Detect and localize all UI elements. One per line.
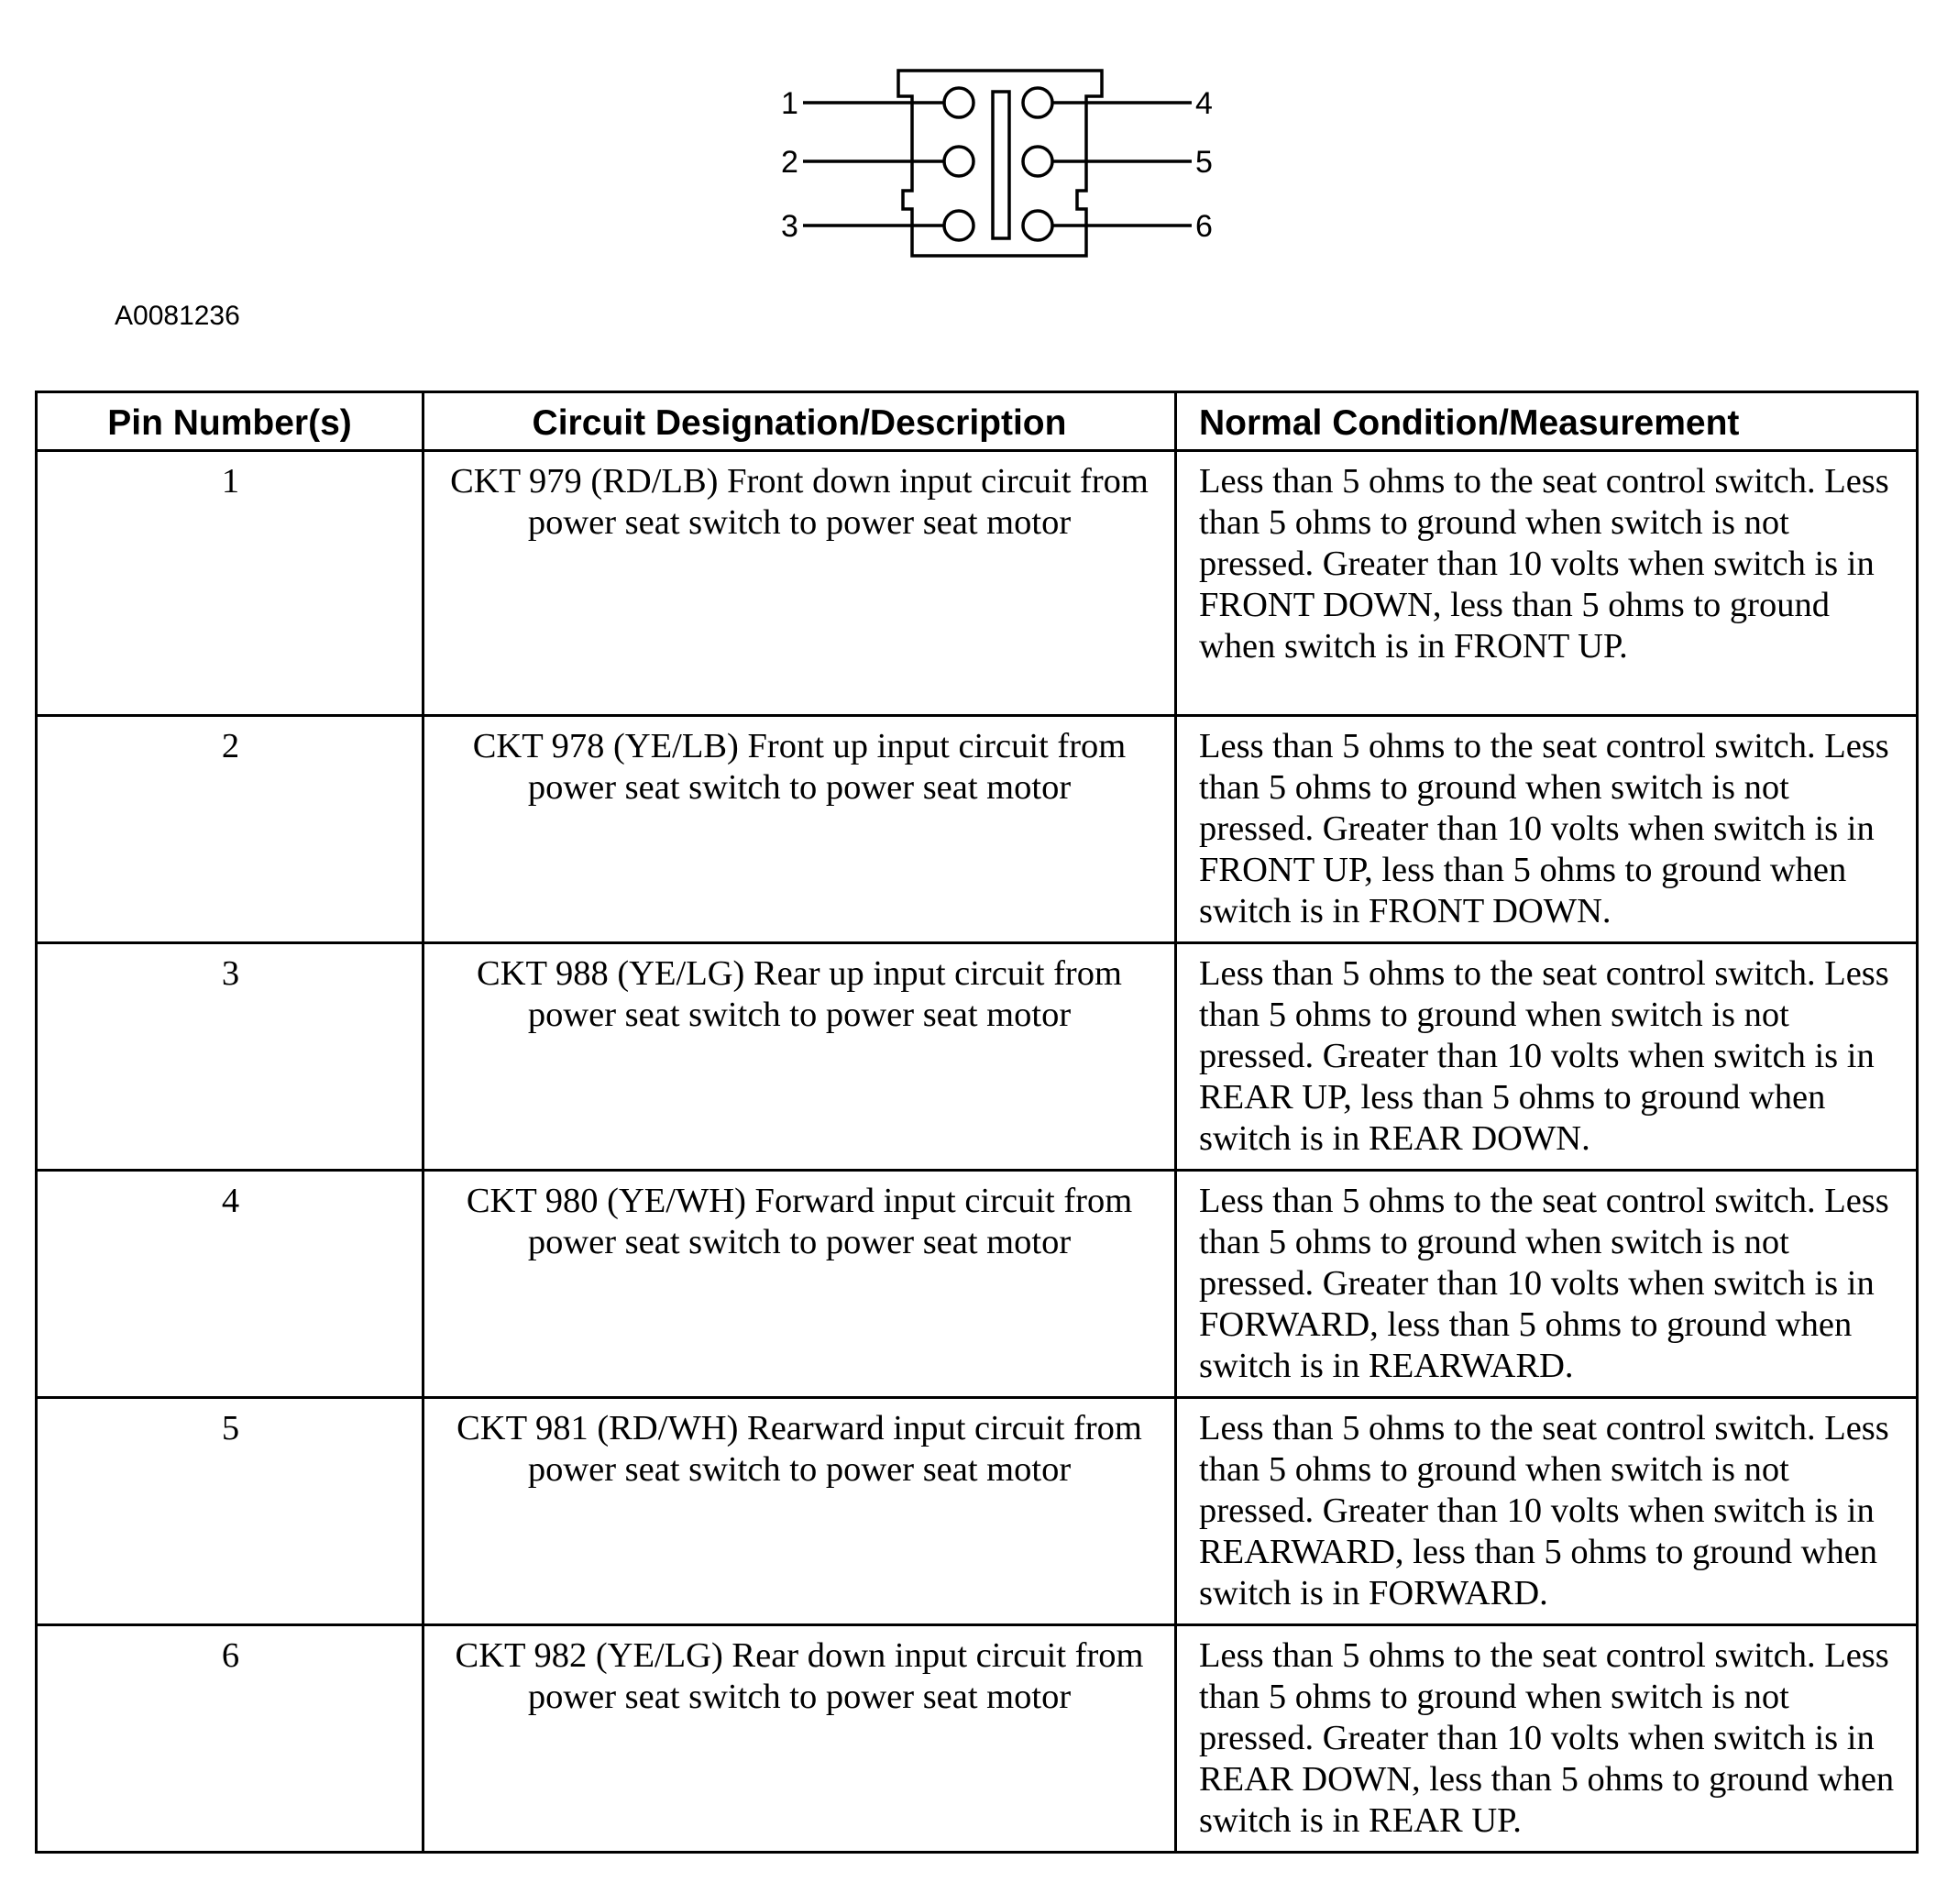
header-circuit-description: Circuit Designation/Description	[424, 392, 1176, 451]
circuit-description-cell: CKT 982 (YE/LG) Rear down input circuit from power seat switch to power seat motor	[424, 1625, 1176, 1853]
pin-number-cell: 2	[37, 716, 424, 943]
pin-label-1: 1	[781, 86, 798, 121]
pin-circle-6	[1023, 211, 1052, 240]
pin-number-cell: 6	[37, 1625, 424, 1853]
header-normal-condition: Normal Condition/Measurement	[1176, 392, 1918, 451]
pin-circle-3	[944, 211, 974, 240]
pin-label-4: 4	[1195, 86, 1213, 121]
table-row	[37, 943, 1918, 1171]
table-header-row	[37, 392, 1918, 451]
measurement-cell: Less than 5 ohms to the seat control switch. Less than 5 ohms to ground when switch is not pressed. Greater than 10 volts when switch is in REAR DOWN, less than 5 ohms to ground when switch is in REAR UP.	[1176, 1625, 1918, 1853]
table-row	[37, 451, 1918, 716]
connector-face-diagram	[752, 55, 1247, 275]
measurement-cell: Less than 5 ohms to the seat control switch. Less than 5 ohms to ground when switch is not pressed. Greater than 10 volts when switch is in REARWARD, less than 5 ohms to ground when switch is in FORWARD.	[1176, 1398, 1918, 1625]
measurement-cell: Less than 5 ohms to the seat control switch. Less than 5 ohms to ground when switch is not pressed. Greater than 10 volts when switch is in FORWARD, less than 5 ohms to ground when switch is in REARWARD.	[1176, 1171, 1918, 1398]
pin-label-5: 5	[1195, 145, 1213, 180]
pin-circle-1	[944, 88, 974, 117]
circuit-description-cell: CKT 981 (RD/WH) Rearward input circuit from power seat switch to power seat motor	[424, 1398, 1176, 1625]
table-row	[37, 1625, 1918, 1853]
measurement-cell: Less than 5 ohms to the seat control switch. Less than 5 ohms to ground when switch is not pressed. Greater than 10 volts when switch is in REAR UP, less than 5 ohms to ground when switch is in REAR DOWN.	[1176, 943, 1918, 1171]
pin-label-6: 6	[1195, 209, 1213, 244]
pin-circle-4	[1023, 88, 1052, 117]
connector-outline	[898, 71, 1102, 256]
measurement-cell: Less than 5 ohms to the seat control switch. Less than 5 ohms to ground when switch is not pressed. Greater than 10 volts when switch is in FRONT UP, less than 5 ohms to ground when switch is in FRONT DOWN.	[1176, 716, 1918, 943]
pin-circle-2	[944, 147, 974, 176]
pinout-table	[35, 391, 1919, 1854]
pin-circle-5	[1023, 147, 1052, 176]
header-pin-numbers: Pin Number(s)	[37, 392, 424, 451]
table-row	[37, 1171, 1918, 1398]
pin-label-3: 3	[781, 209, 798, 244]
pin-number-cell: 1	[37, 451, 424, 716]
pin-number-cell: 4	[37, 1171, 424, 1398]
pin-number-cell: 3	[37, 943, 424, 1171]
circuit-description-cell: CKT 978 (YE/LB) Front up input circuit from power seat switch to power seat motor	[424, 716, 1176, 943]
pin-label-2: 2	[781, 145, 798, 180]
circuit-description-cell: CKT 979 (RD/LB) Front down input circuit from power seat switch to power seat motor	[424, 451, 1176, 716]
table-row	[37, 716, 1918, 943]
diagram-id-label: A0081236	[115, 301, 240, 331]
circuit-description-cell: CKT 988 (YE/LG) Rear up input circuit from power seat switch to power seat motor	[424, 943, 1176, 1171]
circuit-description-cell: CKT 980 (YE/WH) Forward input circuit from power seat switch to power seat motor	[424, 1171, 1176, 1398]
center-blade	[993, 92, 1009, 238]
measurement-cell: Less than 5 ohms to the seat control switch. Less than 5 ohms to ground when switch is not pressed. Greater than 10 volts when switch is in FRONT DOWN, less than 5 ohms to ground when switch is in FRONT UP.	[1176, 451, 1918, 716]
table-row	[37, 1398, 1918, 1625]
pin-number-cell: 5	[37, 1398, 424, 1625]
